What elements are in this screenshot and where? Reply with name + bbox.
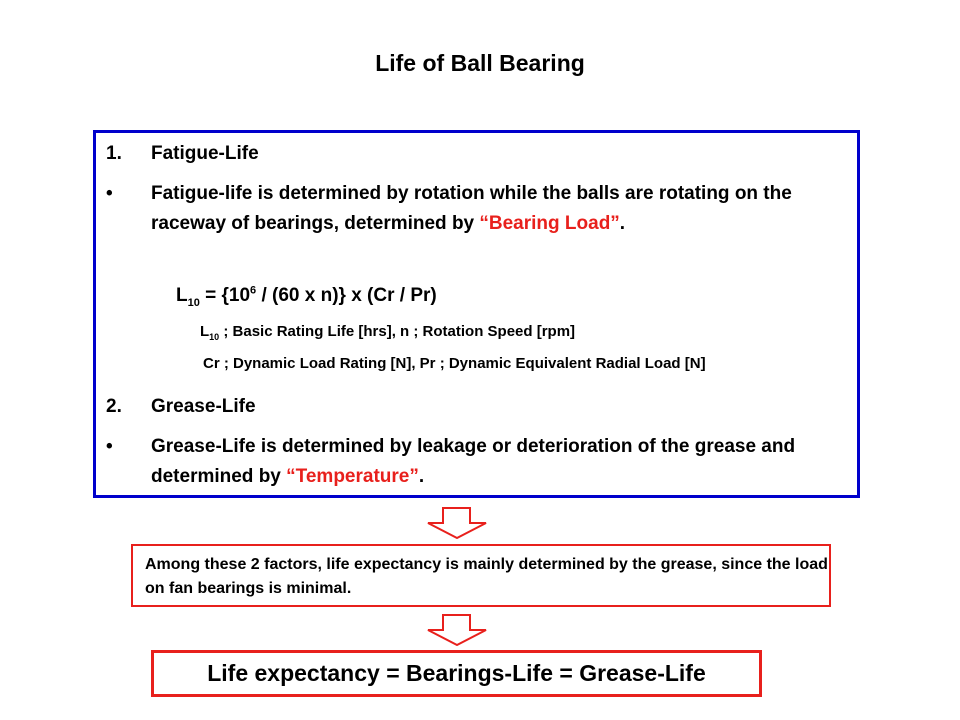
fatigue-text-end: . (619, 213, 626, 234)
grease-bullet: • (106, 436, 113, 457)
grease-text: Grease-Life is determined by leakage or deterioration of the grease and determined by (151, 436, 796, 487)
grease-number: 2. (106, 396, 122, 417)
formula-note-cr: Cr ; Dynamic Load Rating [N], Pr ; Dynamic Equivalent Radial Load [N] (203, 355, 706, 372)
fatigue-highlight: “Bearing Load” (479, 213, 620, 234)
slide-title: Life of Ball Bearing (375, 50, 585, 76)
grease-text-end: . (418, 466, 425, 487)
main-content-box (93, 130, 860, 498)
fatigue-description (151, 179, 841, 239)
grease-description (151, 432, 841, 492)
fatigue-number: 1. (106, 143, 122, 164)
down-arrow-icon (426, 614, 488, 646)
fatigue-heading: Fatigue-Life (151, 143, 259, 164)
life-formula: $L_{10} = \{10^6 / (60$ x n)} x (Cr / Pr) (176, 284, 437, 309)
down-arrow-icon (426, 507, 488, 539)
grease-highlight: “Temperature” (286, 466, 419, 487)
conclusion-box: Life expectancy = Bearings-Life = Grease-Life (151, 650, 762, 697)
fatigue-text: Fatigue-life is determined by rotation while the balls are rotating on the raceway of bearings, determined by (151, 183, 792, 234)
grease-heading: Grease-Life (151, 396, 256, 417)
fatigue-bullet: • (106, 183, 113, 204)
summary-note-box: Among these 2 factors, life expectancy is mainly determined by the grease, since the load on fan bearings is minimal. (131, 544, 831, 607)
formula-note-l10: $L_{10}$ ; Basic Rating Life [hrs], n ; Rotation Speed [rpm] (200, 323, 576, 342)
